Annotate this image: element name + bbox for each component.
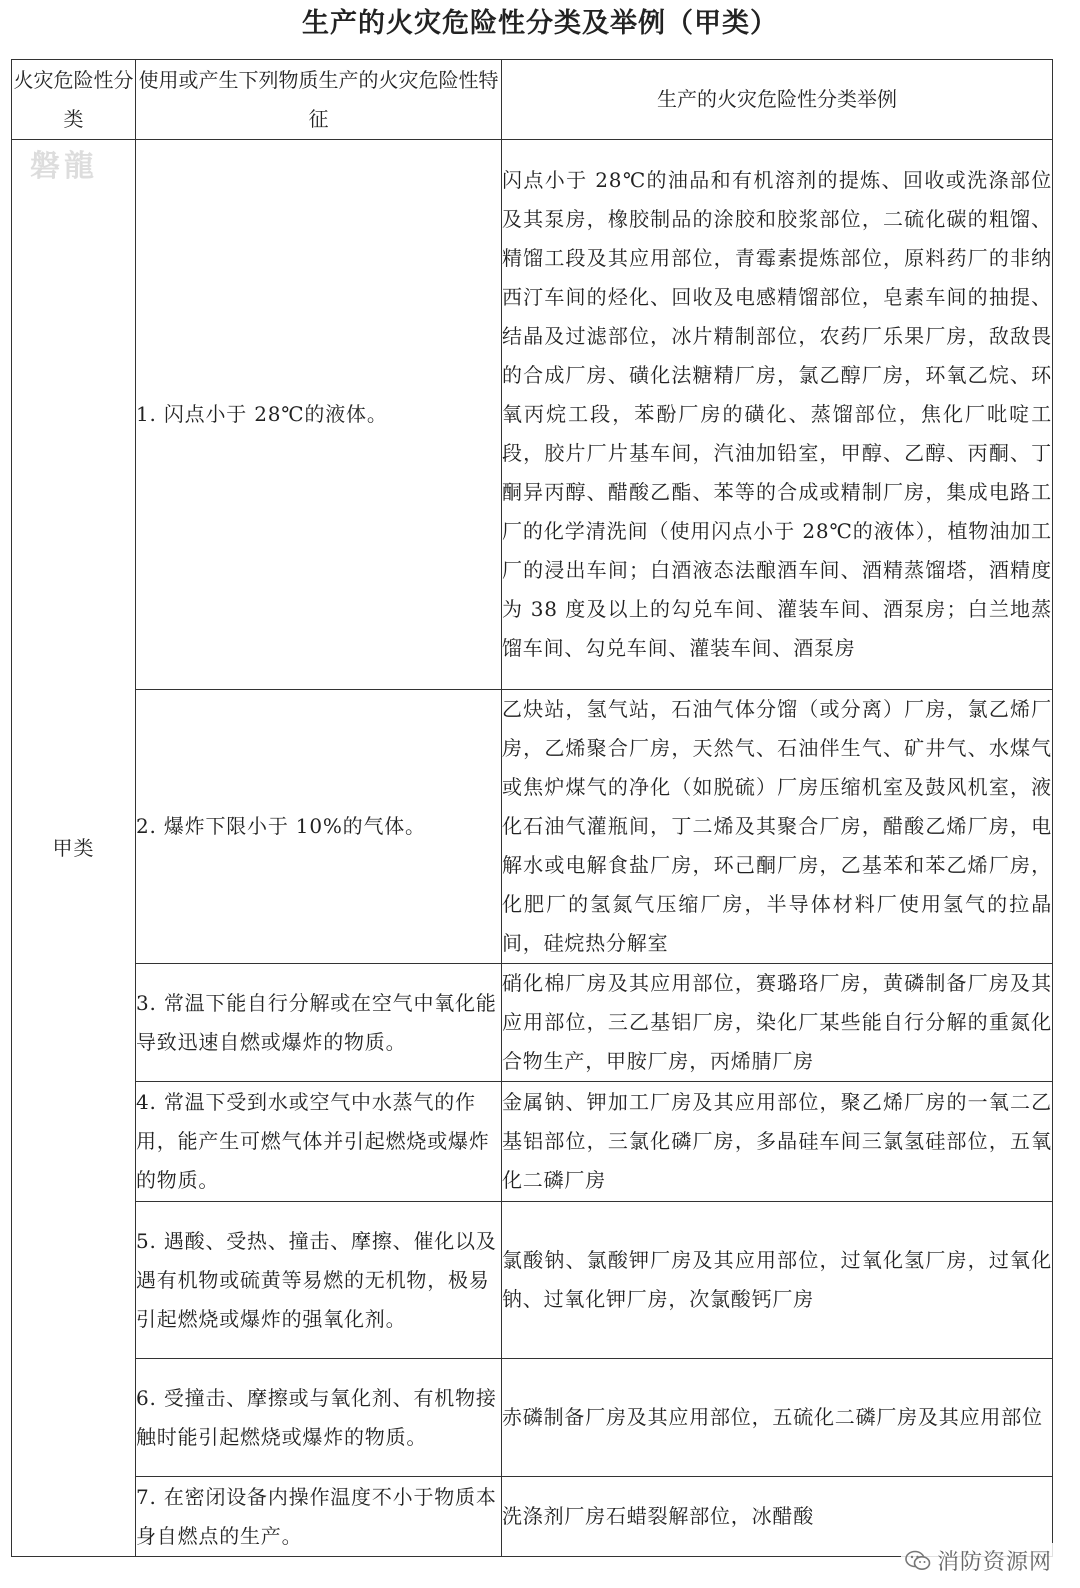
table-header-row bbox=[12, 60, 1053, 140]
table-row bbox=[12, 1477, 1053, 1557]
feature-cell: 4. 常温下受到水或空气中水蒸气的作用，能产生可燃气体并引起燃烧或爆炸的物质。 bbox=[136, 1082, 502, 1202]
feature-cell: 2. 爆炸下限小于 10%的气体。 bbox=[136, 690, 502, 964]
feature-cell: 1. 闪点小于 28℃的液体。 bbox=[136, 140, 502, 690]
header-feature: 使用或产生下列物质生产的火灾危险性特征 bbox=[136, 60, 502, 140]
table-row bbox=[12, 964, 1053, 1082]
table-row bbox=[12, 1359, 1053, 1477]
category-value: 甲类 bbox=[52, 835, 95, 860]
page-title: 生产的火灾危险性分类及举例（甲类） bbox=[302, 8, 778, 39]
example-cell: 闪点小于 28℃的油品和有机溶剂的提炼、回收或洗涤部位及其泵房，橡胶制品的涂胶和胶浆部位，二硫化碳的粗馏、精馏工段及其应用部位，青霉素提炼部位，原料药厂的非纳西汀车间的烃化、回收及电感精馏部位，皂素车间的抽提、结晶及过滤部位，冰片精制部位，农药厂乐果厂房，敌敌畏的合成厂房、磺化法糖精厂房，氯乙醇厂房，环氧乙烷、环氧丙烷工段，苯酚厂房的磺化、蒸馏部位，焦化厂吡啶工段，胶片厂片基车间，汽油加铅室，甲醇、乙醇、丙酮、丁酮异丙醇、醋酸乙酯、苯等的合成或精制厂房，集成电路工厂的化学清洗间（使用闪点小于 28℃的液体），植物油加工厂的浸出车间；白酒液态法酿酒车间、酒精蒸馏塔，酒精度为 38 度及以上的勾兑车间、灌装车间、酒泵房；白兰地蒸馏车间、勾兑车间、灌装车间、酒泵房 bbox=[502, 140, 1053, 690]
feature-cell: 6. 受撞击、摩擦或与氧化剂、有机物接触时能引起燃烧或爆炸的物质。 bbox=[136, 1359, 502, 1477]
feature-cell: 5. 遇酸、受热、撞击、摩擦、催化以及遇有机物或硫黄等易燃的无机物，极易引起燃烧或爆炸的强氧化剂。 bbox=[136, 1202, 502, 1359]
category-cell bbox=[12, 140, 136, 1557]
table-row bbox=[12, 1202, 1053, 1359]
watermark-text: 消防资源网 bbox=[936, 1550, 1052, 1575]
header-example: 生产的火灾危险性分类举例 bbox=[502, 60, 1053, 140]
header-category: 火灾危险性分类 bbox=[12, 60, 136, 140]
feature-cell: 3. 常温下能自行分解或在空气中氧化能导致迅速自燃或爆炸的物质。 bbox=[136, 964, 502, 1082]
example-cell: 氯酸钠、氯酸钾厂房及其应用部位，过氧化氢厂房，过氧化钠、过氧化钾厂房，次氯酸钙厂房 bbox=[502, 1202, 1053, 1359]
hazard-table bbox=[11, 59, 1053, 1557]
example-cell: 金属钠、钾加工厂房及其应用部位，聚乙烯厂房的一氧二乙基铝部位，三氯化磷厂房，多晶硅车间三氯氢硅部位，五氧化二磷厂房 bbox=[502, 1082, 1053, 1202]
table-row bbox=[12, 690, 1053, 964]
example-cell: 洗涤剂厂房石蜡裂解部位，冰醋酸 bbox=[502, 1477, 1053, 1557]
table-row bbox=[12, 140, 1053, 690]
watermark bbox=[901, 1543, 1058, 1578]
example-cell: 乙炔站，氢气站，石油气体分馏（或分离）厂房，氯乙烯厂房，乙烯聚合厂房，天然气、石油伴生气、矿井气、水煤气或焦炉煤气的净化（如脱硫）厂房压缩机室及鼓风机室，液化石油气灌瓶间，丁二烯及其聚合厂房，醋酸乙烯厂房，电解水或电解食盐厂房，环己酮厂房，乙基苯和苯乙烯厂房，化肥厂的氢氮气压缩厂房，半导体材料厂使用氢气的拉晶间，硅烷热分解室 bbox=[502, 690, 1053, 964]
table-row bbox=[12, 1082, 1053, 1202]
wechat-icon bbox=[905, 1550, 931, 1572]
example-cell: 硝化棉厂房及其应用部位，赛璐珞厂房，黄磷制备厂房及其应用部位，三乙基铝厂房，染化厂某些能自行分解的重氮化合物生产，甲胺厂房，丙烯腈厂房 bbox=[502, 964, 1053, 1082]
example-cell: 赤磷制备厂房及其应用部位，五硫化二磷厂房及其应用部位 bbox=[502, 1359, 1053, 1477]
logo-mark: 磐龍 bbox=[30, 149, 98, 184]
feature-cell: 7. 在密闭设备内操作温度不小于物质本身自燃点的生产。 bbox=[136, 1477, 502, 1557]
